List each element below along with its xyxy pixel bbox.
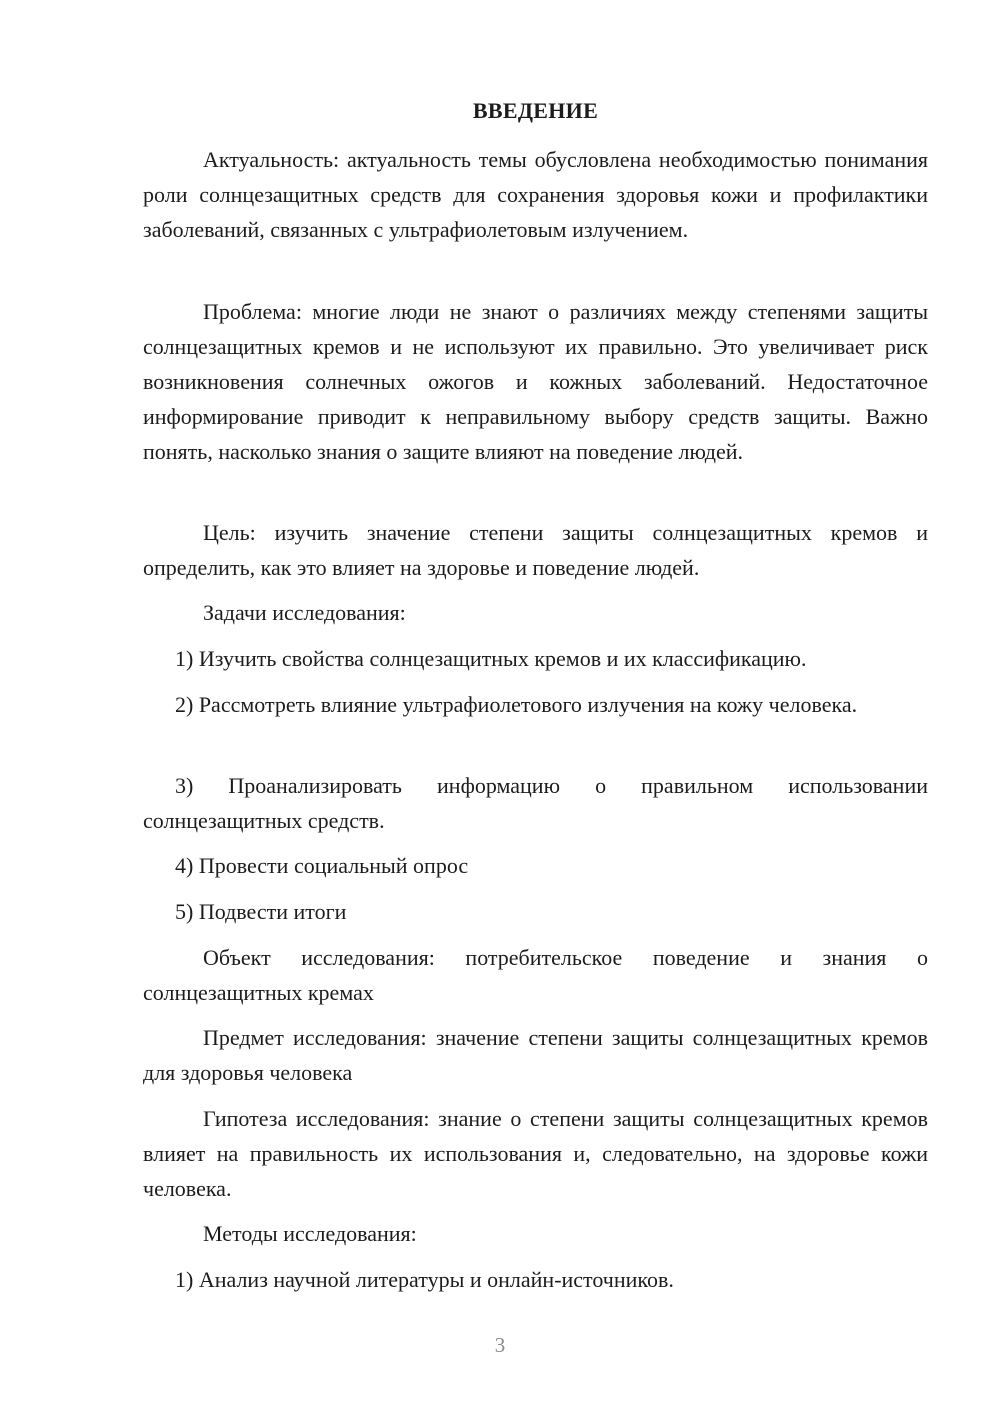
page-number: 3	[494, 1333, 506, 1357]
paragraph-object: Объект исследования: потребительское поведение и знания о солнцезащитных кремах	[143, 945, 928, 1005]
paragraph-hypothesis: Гипотеза исследования: знание о степени защиты солнцезащитных кремов влияет на правильность их использования и, следовательно, на здоровье кожи человека.	[143, 1106, 928, 1201]
list-item-task-4: 4) Провести социальный опрос	[175, 853, 469, 878]
list-item-task-1: 1) Изучить свойства солнцезащитных кремов и их классификацию.	[175, 646, 807, 671]
paragraph-relevance: Актуальность: актуальность темы обусловлена необходимостью понимания роли солнцезащитных средств для сохранения здоровья кожи и профилактики заболеваний, связанных с ультрафиолетовым излучением.	[143, 147, 928, 242]
list-item-task-5: 5) Подвести итоги	[175, 899, 347, 924]
paragraph-subject: Предмет исследования: значение степени защиты солнцезащитных кремов для здоровья человека	[143, 1025, 928, 1085]
paragraph-problem: Проблема: многие люди не знают о различиях между степенями защиты солнцезащитных кремов и не используют их правильно. Это увеличивает риск возникновения солнечных ожогов и кожных заболеваний. Недостаточное информирование приводит к неправильному выбору средств защиты. Важно понять, насколько знания о защите влияют на поведение людей.	[143, 299, 928, 464]
section-heading: ВВЕДЕНИЕ	[472, 98, 599, 123]
list-item-task-2: 2) Рассмотреть влияние ультрафиолетового излучения на кожу человека.	[175, 692, 858, 717]
paragraph-goal: Цель: изучить значение степени защиты солнцезащитных кремов и определить, как это влияет на здоровье и поведение людей.	[143, 520, 928, 580]
paragraph-methods-title: Методы исследования:	[203, 1221, 417, 1246]
list-item-method-1: 1) Анализ научной литературы и онлайн-источников.	[175, 1267, 674, 1292]
list-item-task-3: 3) Проанализировать информацию о правильном использовании солнцезащитных средств.	[143, 773, 928, 833]
paragraph-tasks-title: Задачи исследования:	[203, 600, 406, 625]
